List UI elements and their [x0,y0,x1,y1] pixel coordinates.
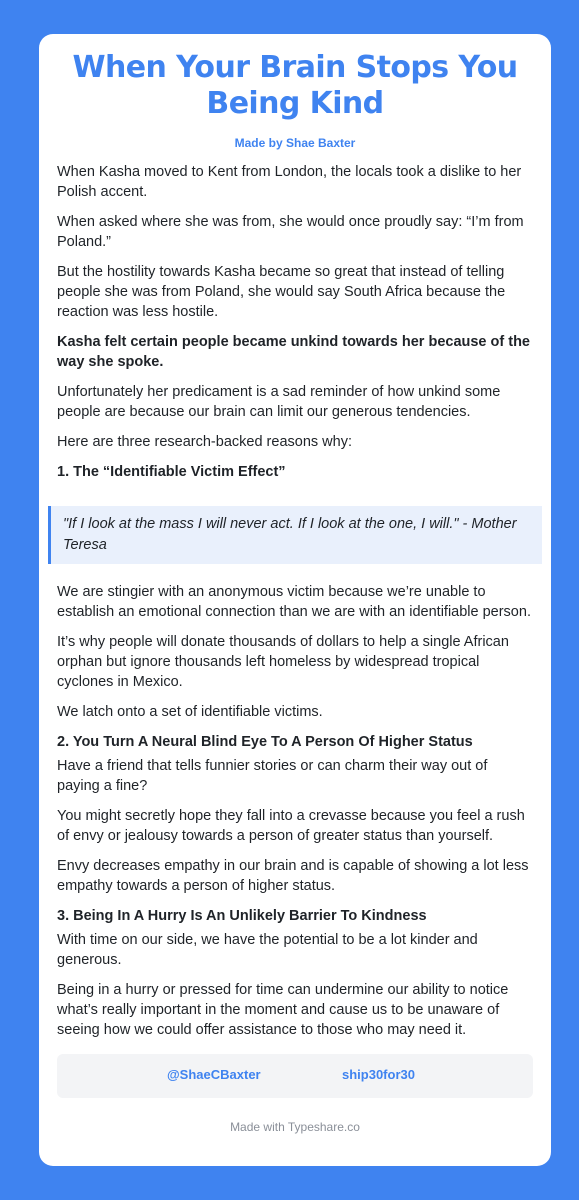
footer-tags [57,1054,533,1098]
paragraph: You might secretly hope they fall into a crevasse because you feel a rush of envy or jealousy towards a person of greater status than yourself. [57,808,525,844]
blockquote: "If I look at the mass I will never act. If I look at the one, I will." - Mother Teresa [48,506,542,564]
twitter-handle-link[interactable]: @ShaeCBaxter [167,1067,261,1082]
paragraph: Have a friend that tells funnier stories or can charm their way out of paying a fine? [57,758,488,794]
post-card [39,34,551,1166]
made-with-credit: Made with Typeshare.co [230,1120,360,1134]
paragraph: With time on our side, we have the potential to be a lot kinder and generous. [57,932,478,968]
section-heading-1: 1. The “Identifiable Victim Effect” [57,464,286,480]
paragraph: When asked where she was from, she would once proudly say: “I’m from Poland.” [57,214,524,250]
paragraph: We are stingier with an anonymous victim because we’re unable to establish an emotional connection than we are with an identifiable person. [57,584,531,620]
bold-statement: Kasha felt certain people became unkind towards her because of the way she spoke. [57,334,530,370]
hashtag-link[interactable]: ship30for30 [342,1067,415,1082]
paragraph: When Kasha moved to Kent from London, the locals took a dislike to her Polish accent. [57,164,522,200]
paragraph: But the hostility towards Kasha became so great that instead of telling people she was from Poland, she would say South Africa because the reaction was less hostile. [57,264,506,320]
paragraph: Unfortunately her predicament is a sad reminder of how unkind some people are because our brain can limit our generous tendencies. [57,384,501,420]
paragraph: Here are three research-backed reasons why: [57,434,352,450]
section-heading-3: 3. Being In A Hurry Is An Unlikely Barrier To Kindness [57,908,427,924]
post-title: When Your Brain Stops You Being Kind [72,50,518,121]
paragraph: Envy decreases empathy in our brain and is capable of showing a lot less empathy towards a person of higher status. [57,858,529,894]
section-heading-2: 2. You Turn A Neural Blind Eye To A Person Of Higher Status [57,734,473,750]
author-byline: Made by Shae Baxter [234,136,356,150]
paragraph: We latch onto a set of identifiable victims. [57,704,323,720]
paragraph: Being in a hurry or pressed for time can undermine our ability to notice what’s really important in the moment and cause us to be unaware of seeing how we could offer assistance to those who may need it. [57,982,509,1038]
paragraph: It’s why people will donate thousands of dollars to help a single African orphan but ignore thousands left homeless by widespread tropical cyclones in Mexico. [57,634,509,690]
